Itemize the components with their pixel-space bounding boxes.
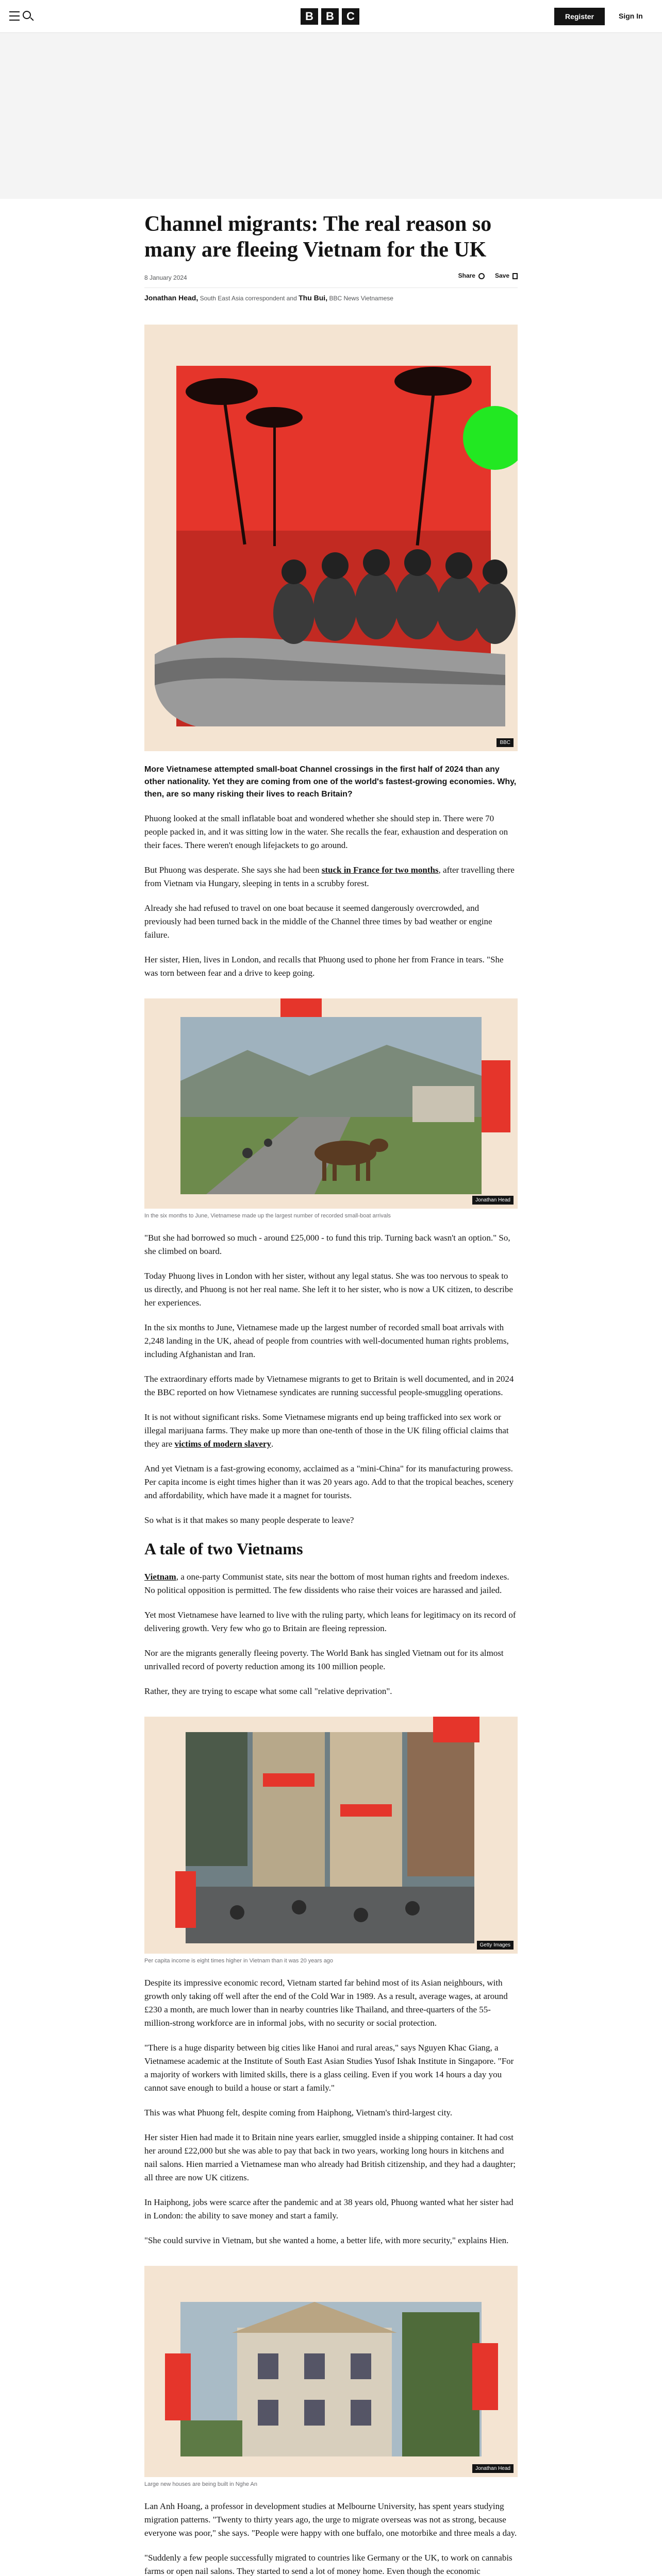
body-paragraph: "She could survive in Vietnam, but she wanted a home, a better life, with more security," explains Hien. — [144, 2235, 509, 2245]
body-paragraph: Despite its impressive economic record, Vietnam started far behind most of its Asian neighbours, with growth only taking off well after the end of the Cold War in 1989. As a result, average wages, at around £230 a month, are much lower than in nearby countries like Thailand, and three-quarters of the 55-million-strong workforce are in informal jobs, with no security or social protection. — [144, 1978, 508, 2028]
share-icon — [478, 273, 485, 279]
share-button[interactable] — [458, 272, 485, 279]
hero-image — [144, 325, 518, 751]
street-photo — [144, 1717, 518, 1954]
body-paragraph: And yet Vietnam is a fast-growing economy, acclaimed as a "mini-China" for its manufacturing prowess. Per capita income is eight times higher than it was 20 years ago. Add to that the tropical beaches, scenery and affordability, which have made it a magnet for tourists. — [144, 1464, 514, 1500]
top-navigation-bar — [0, 0, 662, 33]
share-save-bar — [458, 272, 518, 279]
byline-joiner: and — [286, 295, 297, 302]
advertisement-placeholder — [0, 33, 662, 199]
image-caption: Per capita income is eight times higher in Vietnam than it was 20 years ago — [144, 1958, 334, 1964]
body-paragraph: In Haiphong, jobs were scarce after the pandemic and at 38 years old, Phuong wanted what her sister had in London: the ability to save money and start a family. — [144, 2197, 514, 2221]
image-credit: BBC — [496, 738, 514, 747]
body-paragraph: The extraordinary efforts made by Vietnamese migrants to get to Britain is well documented, and in 2024 the BBC reported on how Vietnamese syndicates are running successful people-smuggling operations. — [144, 1374, 514, 1397]
inline-link[interactable]: victims of modern slavery — [174, 1439, 271, 1449]
body-paragraph: In the six months to June, Vietnamese made up the largest number of recorded small boat arrivals with 2,248 landing in the UK, ahead of people from countries with well-documented human rights problems, including Afghanistan and Iran. — [144, 1323, 509, 1359]
menu-icon — [9, 11, 20, 21]
logo-letter: B — [321, 8, 339, 25]
body-paragraph: Her sister Hien had made it to Britain nine years earlier, smuggled inside a shipping container. It had cost her around £22,000 but she was able to pay that back in two years, working long hours in kitchens and nail salons. Hien married a Vietnamese man who already had British citizenship, and they had a daughter; all three are now UK citizens. — [144, 2132, 516, 2182]
body-paragraph: So what is it that makes so many people desperate to leave? — [144, 1515, 354, 1525]
inline-link[interactable]: Vietnam — [144, 1572, 176, 1582]
houses-figure — [144, 2266, 518, 2487]
lead-paragraph: More Vietnamese attempted small-boat Channel crossings in the first half of 2024 than any other nationality. Yet they are coming from one of the world's fastest-growing economies. Why, then, are so many risking their lives to reach Britain? — [144, 765, 517, 799]
body-paragraph — [144, 863, 518, 890]
search-icon — [23, 11, 31, 19]
publish-date: 8 January 2024 — [144, 274, 187, 281]
sign-in-link[interactable]: Sign In — [619, 12, 643, 20]
author-name: Thu Bui, — [299, 294, 328, 302]
body-paragraph — [144, 1411, 518, 1451]
cow-road-figure — [144, 998, 518, 1219]
save-label: Save — [494, 272, 509, 279]
image-credit: Jonathan Head — [472, 2464, 514, 2473]
author-role: BBC News Vietnamese — [329, 295, 393, 302]
body-paragraph: "But she had borrowed so much - around £25,000 - to fund this trip. Turning back wasn't an option." So, she climbed on board. — [144, 1233, 510, 1256]
road-photo — [144, 998, 518, 1209]
houses-photo — [144, 2266, 518, 2477]
body-paragraph: Yet most Vietnamese have learned to live with the ruling party, which leans for legitimacy on its record of delivering growth. Very few who go to Britain are fleeing repression. — [144, 1610, 516, 1633]
body-paragraph: Her sister, Hien, lives in London, and recalls that Phuong used to phone her from France in tears. "She was torn between fear and a drive to keep going. — [144, 955, 504, 978]
cow-road-image — [144, 998, 518, 1209]
boat-illustration — [144, 325, 518, 751]
body-paragraph: Phuong looked at the small inflatable boat and wondered whether she should step in. There were 70 people packed in, and it was sitting low in the water. She recalls the fear, exhaustion and desperation on their faces. There weren't enough lifejackets to go around. — [144, 814, 508, 850]
street-traffic-figure — [144, 1717, 518, 1964]
body-paragraph: Rather, they are trying to escape what some call "relative deprivation". — [144, 1686, 392, 1696]
street-traffic-image — [144, 1717, 518, 1954]
text-span: . — [271, 1439, 274, 1449]
body-paragraph: "Suddenly a few people successfully migrated to countries like Germany or the UK, to work on cannabis farms or open nail salons. They started to send a lot of money home. Even though the economic — [144, 2553, 512, 2576]
section-heading: A tale of two Vietnams — [144, 1539, 303, 1558]
share-label: Share — [458, 272, 475, 279]
body-paragraph: Nor are the migrants generally fleeing poverty. The World Bank has singled Vietnam out for its almost unrivalled record of poverty reduction among its 100 million people. — [144, 1648, 504, 1671]
logo-letter: B — [301, 8, 318, 25]
image-caption: Large new houses are being built in Nghe An — [144, 2481, 257, 2487]
body-paragraph: This was what Phuong felt, despite coming from Haiphong, Vietnam's third-largest city. — [144, 2108, 453, 2117]
bbc-logo[interactable] — [301, 8, 359, 25]
article-meta — [144, 272, 518, 284]
text-span: , after travelling there from Vietnam via Hungary, sleeping in tents in a scrubby forest. — [144, 865, 515, 888]
author-name: Jonathan Head, — [144, 294, 198, 302]
logo-letter: C — [342, 8, 359, 25]
register-button[interactable]: Register — [554, 8, 605, 25]
text-span: It is not without significant risks. Some Vietnamese migrants end up being trafficked into sex work or illegal marijuana farms. They make up more than one-tenth of those in the UK filing official claims that they are — [144, 1412, 509, 1449]
houses-image — [144, 2266, 518, 2477]
page-title: Channel migrants: The real reason so many are fleeing Vietnam for the UK — [144, 212, 492, 262]
body-paragraph: Already she had refused to travel on one boat because it seemed dangerously overcrowded, and previously had been turned back in the middle of the Channel three times by bad weather or engine failure. — [144, 903, 492, 940]
text-span: , a one-party Communist state, sits near the bottom of most human rights and freedom indexes. No political opposition is permitted. The few dissidents who raise their voices are harassed and jailed. — [144, 1572, 509, 1595]
save-button[interactable] — [495, 272, 518, 279]
image-caption: In the six months to June, Vietnamese made up the largest number of recorded small-boat arrivals — [144, 1213, 391, 1219]
text-span: But Phuong was desperate. She says she had been — [144, 865, 322, 875]
image-credit: Jonathan Head — [472, 1196, 514, 1205]
article — [144, 211, 518, 2576]
body-paragraph: Today Phuong lives in London with her sister, without any legal status. She was too nervous to speak to us directly, and Phuong is not her real name. She left it to her sister, who is now a UK citizen, to describe her experiences. — [144, 1271, 513, 1308]
byline — [144, 293, 518, 303]
body-paragraph: Lan Anh Hoang, a professor in development studies at Melbourne University, has spent years studying migration patterns. "Twenty to thirty years ago, the urge to migrate overseas was not as strong, because everyone was poor," she says. "People were happy with one buffalo, one motorbike and three meals a day. — [144, 2501, 517, 2538]
author-role: South East Asia correspondent — [200, 295, 285, 302]
menu-search-button[interactable] — [9, 10, 35, 23]
body-paragraph: "There is a huge disparity between big cities like Hanoi and rural areas," says Nguyen Khac Giang, a Vietnamese academic at the Institute of South East Asian Studies Yusof Ishak Institute in Singapore. "For a majority of workers with limited skills, there is a glass ceiling. Even if you work 14 hours a day you cannot save enough to build a house or start a family." — [144, 2043, 514, 2093]
hero-figure — [144, 325, 518, 751]
divider — [144, 287, 518, 288]
inline-link[interactable]: stuck in France for two months — [321, 865, 439, 875]
body-paragraph — [144, 1570, 518, 1597]
image-credit: Getty Images — [477, 1941, 514, 1950]
bookmark-icon — [512, 273, 518, 279]
